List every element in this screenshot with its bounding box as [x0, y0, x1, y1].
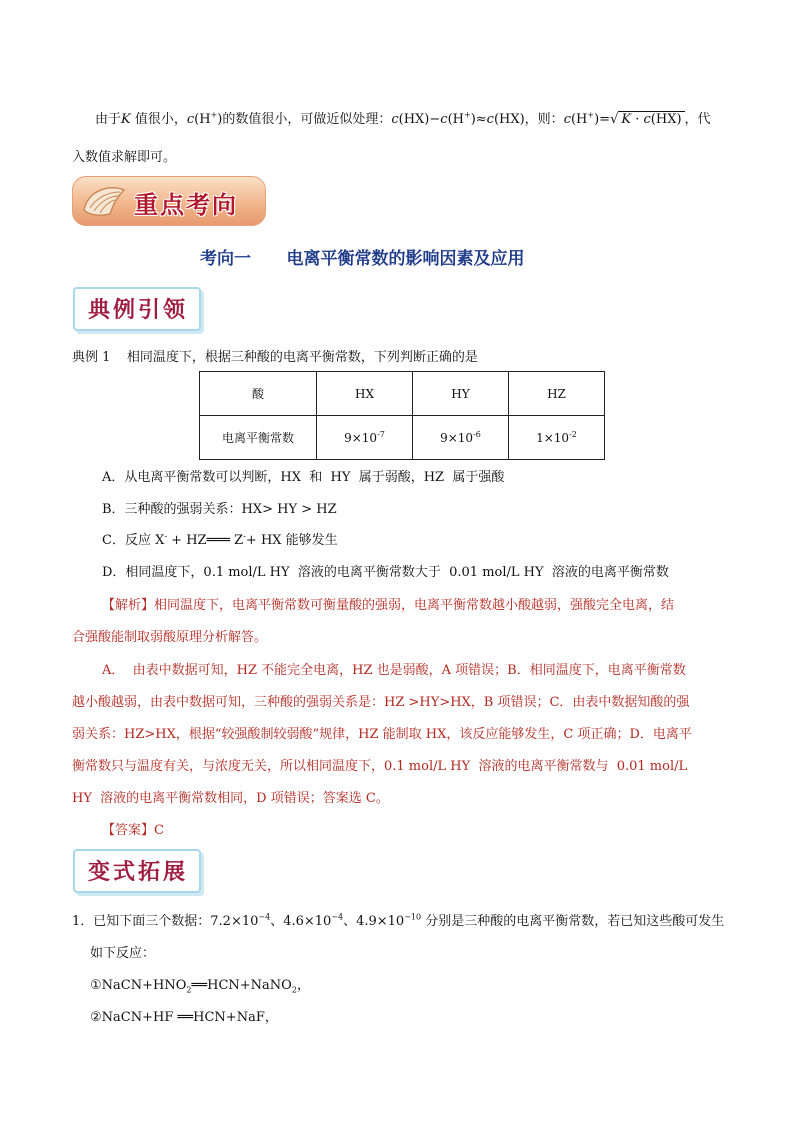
option-d: D．相同温度下，0.1 mol/L HY 溶液的电离平衡常数大于 0.01 mol/L HY 溶液的电离平衡常数: [102, 565, 669, 580]
text: (HX)，则：: [493, 112, 564, 127]
text: )=: [594, 112, 611, 127]
option-b: B．三种酸的强弱关系：HX> HY > HZ: [102, 502, 337, 517]
value-base: 1×10: [536, 430, 570, 445]
text: 、4.6×10: [270, 914, 332, 929]
text: + HX 能够发生: [245, 533, 338, 548]
answer: [102, 819, 164, 838]
text: ，: [296, 978, 310, 993]
text: ，代: [684, 112, 711, 127]
table-header-row: [200, 372, 605, 416]
reaction-1: [90, 974, 310, 993]
text: (H: [194, 112, 211, 127]
header-cell: 酸: [200, 372, 317, 416]
var-k: K: [121, 112, 131, 127]
superscript: +: [210, 110, 218, 120]
superscript: −4: [331, 912, 344, 922]
var-c: c: [643, 112, 651, 127]
var-c: c: [486, 112, 494, 127]
value-cell: [317, 416, 413, 460]
reaction-2: ②NaCN+HF ══HCN+NaF，: [90, 1010, 278, 1025]
text: (HX)−: [398, 112, 441, 127]
superscript: −10: [404, 912, 422, 922]
header-cell: HX: [317, 372, 413, 416]
answer-label: 【答案】: [102, 823, 155, 838]
var-c: c: [440, 112, 448, 127]
subscript: 2: [291, 985, 297, 995]
acid-table: [199, 371, 605, 460]
value-exponent: -6: [473, 429, 481, 439]
var-c: c: [186, 112, 195, 127]
superscript: -: [243, 531, 246, 541]
dot: ·: [635, 112, 640, 127]
text: 相同温度下，电离平衡常数可衡量酸的强弱，电离平衡常数越小酸越弱，强酸完全电离，结: [154, 598, 675, 613]
value-cell: [413, 416, 509, 460]
text: (HX): [650, 112, 682, 127]
answer-value: C: [154, 823, 164, 838]
radical-sign: √: [610, 112, 619, 127]
header-cell: HY: [413, 372, 509, 416]
value-exponent: -2: [569, 429, 577, 439]
intro-line-2: 入数值求解即可。: [72, 150, 177, 165]
radicand: [618, 111, 684, 127]
row-label: 电离平衡常数: [200, 416, 317, 460]
analysis-line-4: 越小酸越弱，由表中数据可知，三种酸的强弱关系是：HZ >HY>HX，B 项错误；C．由表中数据知酸的强: [72, 695, 690, 710]
text: 值很小，: [130, 112, 187, 127]
superscript: -: [164, 531, 168, 541]
header-cell: HZ: [509, 372, 605, 416]
var-c: c: [563, 112, 571, 127]
value-exponent: -7: [377, 429, 385, 439]
var-k: K: [621, 112, 632, 127]
value-cell: [509, 416, 605, 460]
banner-title: 重点考向: [134, 191, 238, 219]
analysis-line-6: 衡常数只与温度有关，与浓度无关，所以相同温度下，0.1 mol/L HY 溶液的电离平衡常数与 0.01 mol/L: [72, 759, 688, 774]
tag-label-extension: 变式拓展: [88, 860, 189, 885]
value-base: 9×10: [344, 430, 378, 445]
text: 分别是三种酸的电离平衡常数，若已知这些酸可发生: [421, 914, 725, 929]
text: 由于: [95, 112, 122, 127]
text: ①NaCN+HNO: [90, 978, 187, 993]
superscript: −4: [258, 912, 271, 922]
option-a: A．从电离平衡常数可以判断，HX 和 HY 属于弱酸，HZ 属于强酸: [102, 470, 505, 485]
intro-line-1: [95, 108, 711, 127]
analysis-line-5: 弱关系：HZ>HX，根据“较强酸制较弱酸”规律，HZ 能制取 HX，该反应能够发生，C 项正确；D．电离平: [72, 727, 692, 742]
analysis-line-2: 合强酸能制取弱酸原理分析解答。: [72, 630, 268, 645]
analysis-line-3: A． 由表中数据可知，HZ 不能完全电离，HZ 也是弱酸，A 项错误；B．相同温度下，电离平衡常数: [102, 663, 686, 678]
analysis-label: 【解析】: [102, 598, 155, 613]
analysis-line-7: HY 溶液的电离平衡常数相同，D 项错误；答案选 C。: [72, 791, 389, 806]
text: (H: [570, 112, 588, 127]
superscript: +: [587, 110, 595, 120]
subscript: 2: [186, 985, 192, 995]
table-row: [200, 416, 605, 460]
text: 1．已知下面三个数据：7.2×10: [72, 914, 259, 929]
analysis-line-1: [102, 594, 674, 613]
exercise-line-2: 如下反应：: [90, 946, 156, 961]
text: + HZ═══ Z: [167, 533, 244, 548]
shell-icon: [80, 180, 128, 220]
superscript: +: [463, 110, 471, 120]
var-c: c: [391, 112, 399, 127]
text: )的数值很小，可做近似处理：: [217, 112, 392, 127]
text: C．反应 X: [102, 533, 165, 548]
text: (H: [447, 112, 464, 127]
value-base: 9×10: [440, 430, 474, 445]
section-title: 考向一 电离平衡常数的影响因素及应用: [200, 249, 525, 269]
example-title: 典例 1 相同温度下，根据三种酸的电离平衡常数，下列判断正确的是: [72, 350, 478, 365]
exercise-line-1: [72, 910, 724, 929]
text: )≈: [470, 112, 487, 127]
tag-label-examples: 典例引领: [88, 298, 189, 323]
text: 、4.9×10: [343, 914, 405, 929]
text: ══HCN+NaNO: [191, 978, 292, 993]
option-c: [102, 529, 338, 548]
